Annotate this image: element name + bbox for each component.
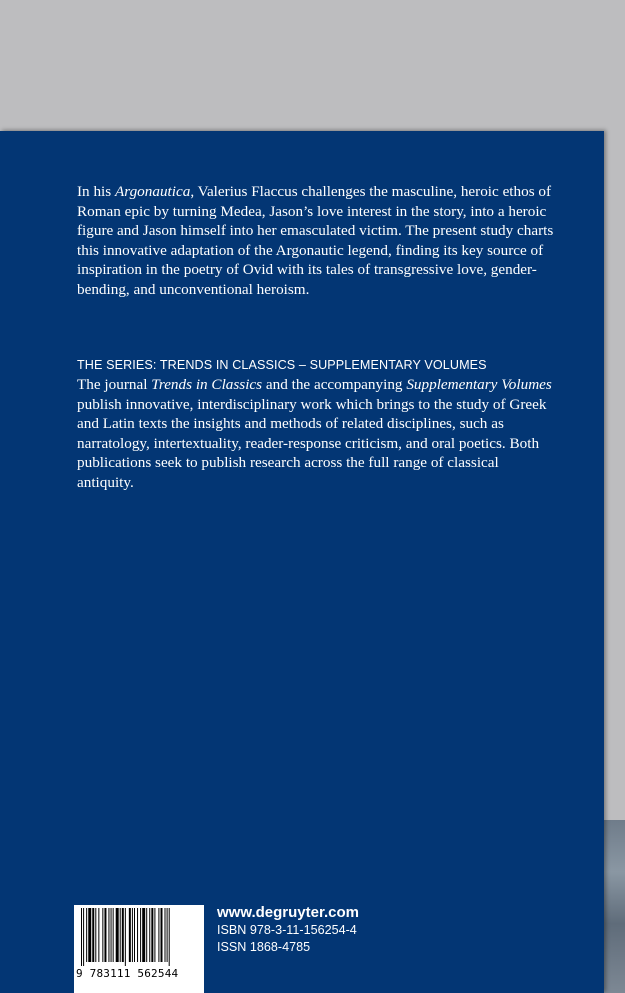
barcode-bar [149, 908, 150, 962]
barcode-bar [146, 908, 147, 962]
series-text-1: The journal [77, 376, 152, 393]
barcode-bar [111, 908, 112, 962]
barcode-bar [86, 908, 87, 962]
series-description [77, 375, 557, 492]
series-heading: THE SERIES: TRENDS IN CLASSICS – SUPPLEMENTARY VOLUMES [77, 358, 487, 372]
blurb-book-title: Argonautica [114, 183, 191, 200]
adjacent-cover-edge [604, 820, 625, 993]
isbn-number: ISBN 978-3-11-156254-4 [217, 923, 357, 937]
series-volumes-title: Supplementary Volumes [406, 376, 552, 393]
barcode-bar [137, 908, 138, 962]
barcode-bar [108, 908, 109, 962]
barcode-bar [165, 908, 166, 962]
series-journal-title: Trends in Classics [151, 376, 263, 393]
barcode-bar [129, 908, 131, 962]
barcode-bar [169, 908, 170, 966]
barcode-bar [116, 908, 119, 962]
barcode-bar [92, 908, 94, 962]
barcode-bar [134, 908, 135, 962]
barcode-bar [104, 908, 106, 962]
blurb-text: , Valerius Flaccus challenges the masculine, heroic ethos of Roman epic by turning Medea, Jason’s love interest in the story, into a heroic figure and Jason himself into her emasculated victim. The present study charts this innovative adaptation of the Argonautic legend, finding its key source of inspiration in the poetry of Ovid with its tales of transgressive love, gender-bending, and unconventional heroism. [77, 183, 554, 298]
barcode-bar [95, 908, 96, 962]
barcode-bar [151, 908, 153, 962]
barcode-bar [161, 908, 163, 962]
issn-number: ISSN 1868-4785 [217, 939, 311, 954]
series-text-2: and the accompanying [262, 376, 407, 393]
barcode-bar [167, 908, 168, 962]
barcode-bar [102, 908, 103, 962]
publisher-info [217, 904, 359, 955]
barcode-bar [142, 908, 145, 962]
barcode-bar [83, 908, 84, 966]
barcode-bar [120, 908, 121, 962]
barcode-bar [122, 908, 124, 962]
barcode-bar [154, 908, 155, 962]
barcode-bar [88, 908, 91, 962]
publisher-website[interactable]: www.degruyter.com [217, 904, 359, 921]
blurb-paragraph [77, 182, 557, 300]
book-blurb [77, 182, 557, 300]
barcode-bar [158, 908, 159, 962]
barcode-bar [140, 908, 141, 962]
blurb-prefix: In his [77, 183, 115, 200]
series-text-3: publish innovative, interdisciplinary work which brings to the study of Greek and Latin texts the insights and methods of related disciplines, such as narratology, intertextuality, reader-response criticism, and oral poetics. Both publications seek to publish research across the full range of classical antiquity. [77, 395, 547, 491]
barcode [74, 905, 204, 993]
barcode-bar [98, 908, 99, 962]
barcode-digits: 9 783111 562544 [76, 967, 179, 980]
barcode-bar [132, 908, 133, 962]
series-paragraph [77, 375, 557, 492]
barcode-bar [125, 908, 126, 966]
barcode-bar [81, 908, 82, 966]
barcode-bar [113, 908, 114, 962]
barcode-bars [80, 908, 198, 966]
